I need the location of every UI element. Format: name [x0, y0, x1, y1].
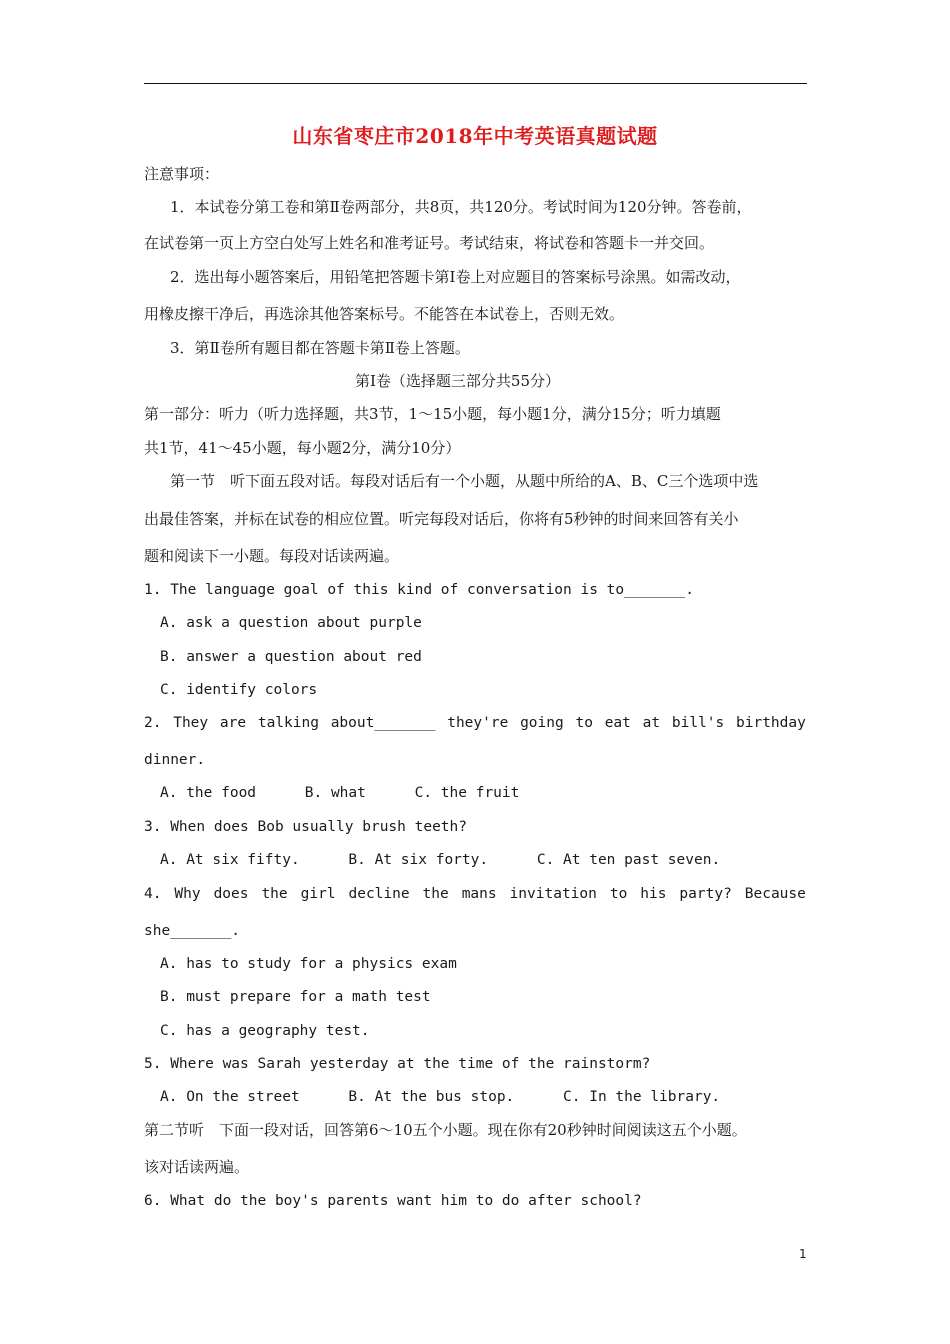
- question-1-option-c: C. identify colors: [160, 682, 318, 698]
- notice-2-line-2: 用橡皮擦干净后，再选涂其他答案标号。不能答在本试卷上，否则无效。: [144, 305, 625, 323]
- stem-word: does: [213, 886, 249, 902]
- question-3-option-a: A. At six fifty.: [160, 852, 300, 868]
- section-1-line-3: 题和阅读下一小题。每段对话读两遍。: [144, 547, 400, 565]
- notice-3: 3．第Ⅱ卷所有题目都在答题卡第Ⅱ卷上答题。: [170, 339, 470, 357]
- stem-word: invitation: [509, 886, 597, 902]
- stem-word: Why: [174, 886, 201, 902]
- stem-word: to: [609, 886, 628, 902]
- volume-heading: 第Ⅰ卷（选择题三部分共55分）: [355, 372, 561, 390]
- question-3-option-c: C. At ten past seven.: [536, 852, 721, 868]
- question-3-options: [160, 850, 760, 870]
- stem-word: decline: [348, 886, 410, 902]
- question-2-stem-continued: dinner.: [144, 752, 206, 768]
- stem-word: at: [642, 715, 661, 731]
- stem-word: mans: [461, 886, 497, 902]
- question-4-option-b: B. must prepare for a math test: [160, 989, 431, 1005]
- stem-word: to: [575, 715, 593, 731]
- question-4-option-a: A. has to study for a physics exam: [160, 956, 457, 972]
- stem-word: his: [640, 886, 667, 902]
- stem-word: Because: [744, 886, 806, 902]
- stem-word: They: [173, 715, 209, 731]
- stem-word: talking: [257, 715, 319, 731]
- stem-word: 2.: [144, 715, 162, 731]
- question-4-stem-continued: she_______.: [144, 923, 241, 939]
- question-2-option-b: B. what: [304, 785, 366, 801]
- question-6-stem: 6. What do the boy's parents want him to do after school?: [144, 1193, 642, 1209]
- question-3-stem: 3. When does Bob usually brush teeth?: [144, 819, 468, 835]
- question-1-option-b: B. answer a question about red: [160, 649, 422, 665]
- question-5-stem: 5. Where was Sarah yesterday at the time of the rainstorm?: [144, 1056, 651, 1072]
- question-2-stem: [144, 713, 806, 733]
- stem-word: bill's: [671, 715, 725, 731]
- notice-1-line-1: 1．本试卷分第工卷和第Ⅱ卷两部分，共8页，共120分。考试时间为120分钟。答卷前，: [170, 198, 752, 216]
- notice-1-line-2: 在试卷第一页上方空白处写上姓名和准考证号。考试结束，将试卷和答题卡一并交回。: [144, 234, 715, 252]
- question-1-stem: 1. The language goal of this kind of conversation is to_______.: [144, 582, 694, 598]
- question-1-option-a: A. ask a question about purple: [160, 615, 422, 631]
- part-1-line-2: 共1节，41～45小题，每小题2分，满分10分）: [144, 439, 461, 457]
- stem-word: party?: [679, 886, 732, 902]
- page-number: 1: [799, 1247, 807, 1261]
- stem-word: 4.: [144, 886, 162, 902]
- question-5-option-c: C. In the library.: [563, 1089, 721, 1105]
- question-2-options: [160, 783, 559, 803]
- part-1-line-1: 第一部分：听力（听力选择题，共3节，1～15小题，每小题1分，满分15分；听力填题: [144, 405, 721, 423]
- exam-title: 山东省枣庄市2018年中考英语真题试题: [292, 124, 658, 148]
- question-4-stem: [144, 884, 806, 904]
- stem-word: girl: [300, 886, 336, 902]
- question-5-option-b: B. At the bus stop.: [348, 1089, 515, 1105]
- question-5-option-a: A. On the street: [160, 1089, 300, 1105]
- notice-2-line-1: 2．选出每小题答案后，用铅笔把答题卡第Ⅰ卷上对应题目的答案标号涂黑。如需改动，: [170, 268, 741, 286]
- stem-word: birthday: [736, 715, 806, 731]
- question-3-option-b: B. At six forty.: [348, 852, 489, 868]
- stem-word: about_______: [330, 715, 436, 731]
- question-5-options: [160, 1087, 760, 1107]
- question-4-option-c: C. has a geography test.: [160, 1023, 370, 1039]
- section-2-line-1: 第二节听 下面一段对话，回答第6～10五个小题。现在你有20秒钟时间阅读这五个小题。: [144, 1121, 747, 1139]
- stem-word: going: [520, 715, 564, 731]
- stem-word: they're: [447, 715, 509, 731]
- section-1-line-1: 第一节 听下面五段对话。每段对话后有一个小题，从题中所给的A、B、C三个选项中选: [170, 472, 759, 490]
- question-2-option-c: C. the fruit: [414, 785, 520, 801]
- stem-word: eat: [604, 715, 631, 731]
- stem-word: are: [219, 715, 247, 731]
- stem-word: the: [422, 886, 449, 902]
- header-rule: [144, 83, 807, 84]
- notice-heading: 注意事项：: [144, 165, 220, 183]
- question-2-option-a: A. the food: [160, 785, 257, 801]
- stem-word: the: [261, 886, 288, 902]
- section-1-line-2: 出最佳答案，并标在试卷的相应位置。听完每段对话后，你将有5秒钟的时间来回答有关小: [144, 510, 739, 528]
- section-2-line-2: 该对话读两遍。: [144, 1158, 250, 1176]
